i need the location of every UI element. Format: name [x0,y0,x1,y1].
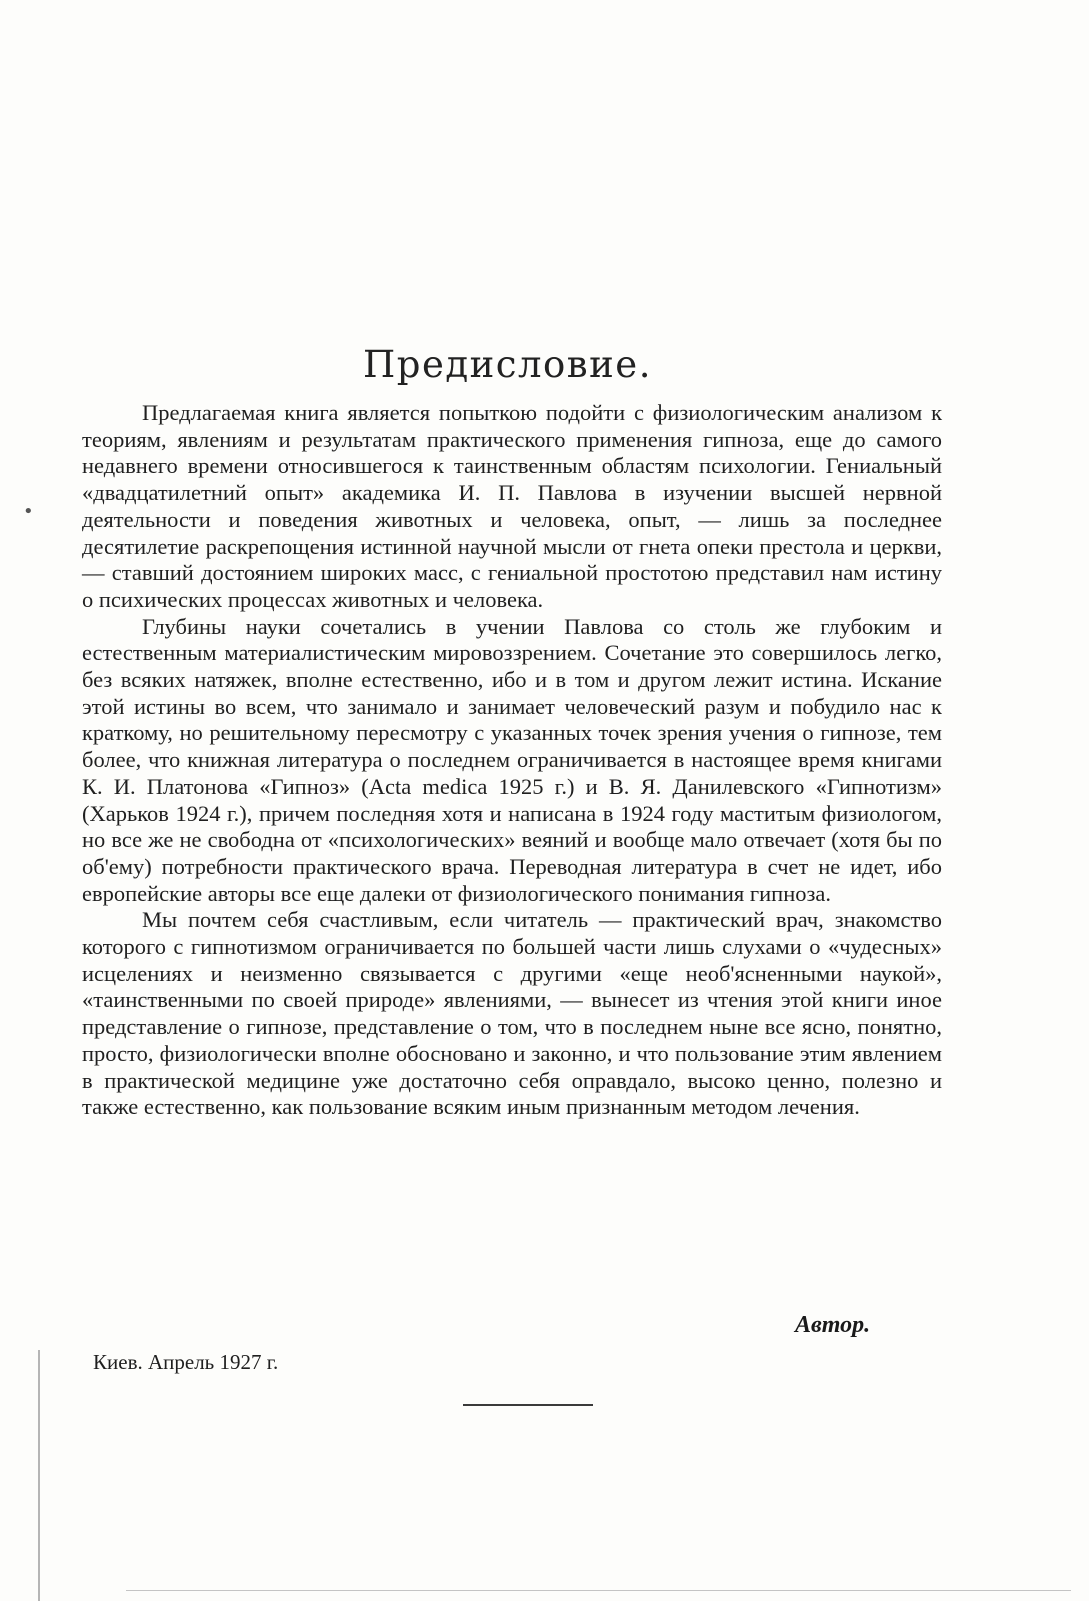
paragraph-1: Предлагаемая книга является попыткою подойти с физиологическим анализом к теориям, явлениям и результатам практического применения гипноза, еще до самого недавнего времени относившегося к таинственным областям психологии. Гениальный «двадцатилетний опыт» академика И. П. Павлова в изучении высшей нервной деятельности и поведения животных и человека, опыт, — лишь за последнее десятилетие раскрепощения истинной научной мысли от гнета опеки престола и церкви, — ставший достоянием широких масс, с гениальной простотою представил нам истину о психических процессах животных и человека. [82,400,942,612]
paragraph-2: Глубины науки сочетались в учении Павлова со столь же глубоким и естественным материалистическим мировоззрением. Сочетание это совершилось легко, без всяких натяжек, вполне естественно, ибо и в том и другом лежит истина. Искание этой истины во всем, что занимало и занимает человеческий разум и побудило нас к краткому, но решительному пересмотру с указанных точек зрения учения о гипнозе, тем более, что книжная литература о последнем ограничивается в настоящее время книгами К. И. Платонова «Гипноз» (Acta medica 1925 г.) и В. Я. Данилевского «Гипнотизм» (Харьков 1924 г.), причем последняя хотя и написана в 1924 году маститым физиологом, но все же не свободна от «психологических» веяний и вообще мало отвечает (хотя бы по об'ему) потребности практического врача. Переводная литература в счет не идет, ибо европейские авторы все еще далеки от физиологического понимания гипноза. [82,613,942,906]
place-date: Киев. Апрель 1927 г. [93,1350,279,1374]
preface-body [82,400,942,1121]
end-rule [463,1404,593,1406]
page-edge-bottom [126,1590,1071,1591]
author-signature: Автор. [795,1312,871,1338]
page-edge-left [38,1350,40,1601]
paragraph-3: Мы почтем себя счастливым, если читатель — практический врач, знакомство которого с гипнотизмом ограничивается по большей части лишь слухами о «чудесных» исцелениях и неизменно связывается с другими «еще необ'ясненными наукой», «таинственными по своей природе» явлениями, — вынесет из чтения этой книги иное представление о гипнозе, представление о том, что в последнем ныне все ясно, понятно, просто, физиологически вполне обосновано и законно, и что пользование этим явлением в практической медицине уже достаточно себя оправдало, высоко ценно, полезно и также естественно, как пользование всяким иным признанным методом лечения. [82,907,942,1120]
page-title: Предисловие. [363,343,652,386]
stray-mark: • [23,501,34,522]
